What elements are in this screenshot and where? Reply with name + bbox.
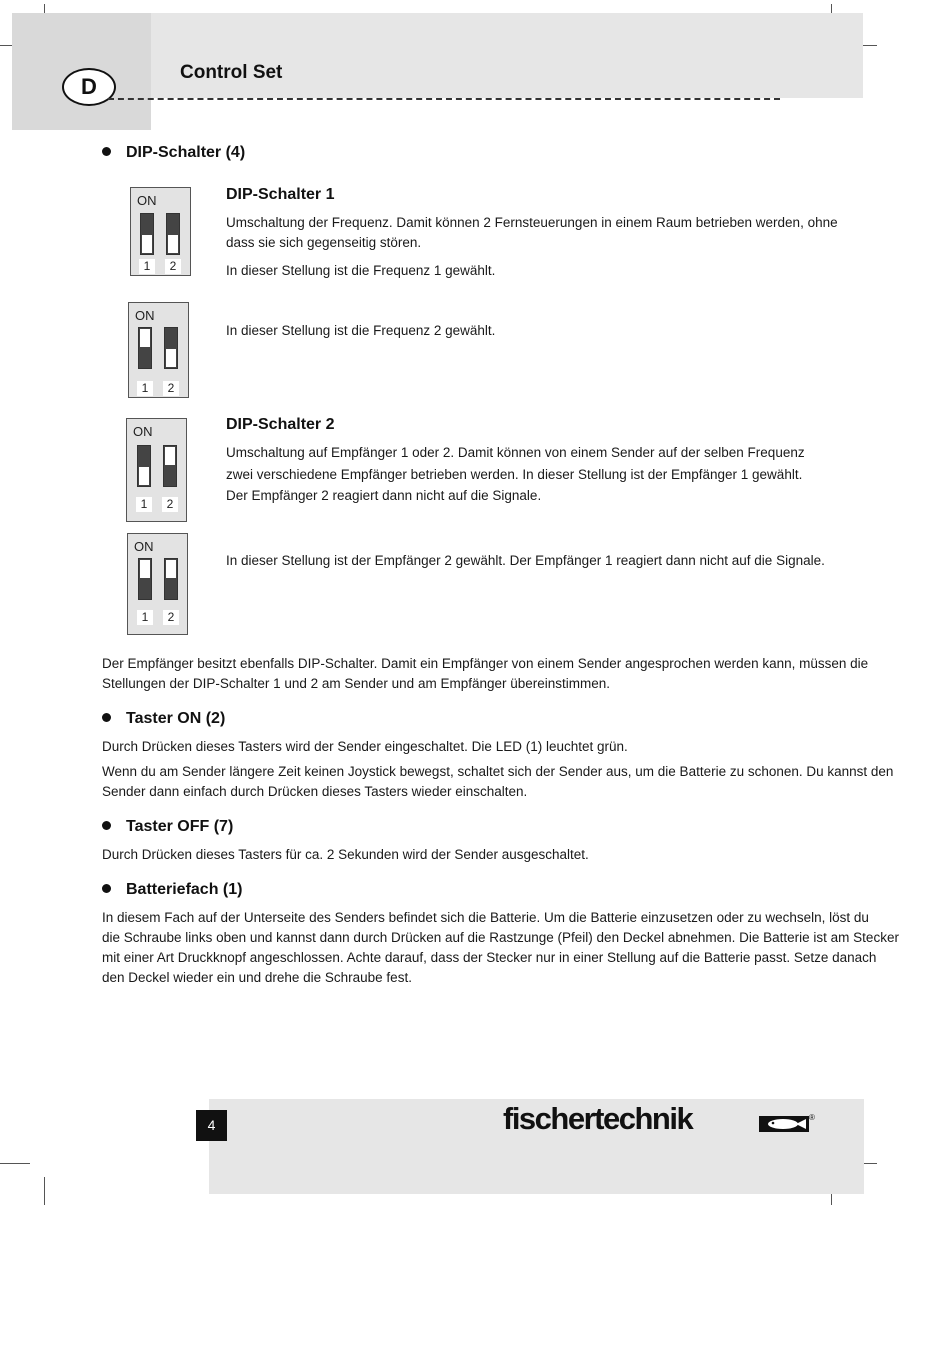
dip-switch-receiver1 [126, 418, 187, 522]
section-heading-dip [102, 144, 245, 162]
taster-on-text2-line2: Sender dann einfach durch Drücken dieses Tasters wieder einschalten. [102, 784, 528, 799]
heading-text: Taster OFF (7) [126, 818, 234, 835]
dip-lever-1 [138, 558, 152, 600]
dip-lever-2 [166, 213, 180, 255]
bullet-icon [102, 884, 111, 893]
bullet-icon [102, 821, 111, 830]
subheading-dip2: DIP-Schalter 2 [226, 416, 335, 433]
dip-number-1: 1 [137, 381, 153, 396]
section-heading-taster-off [102, 818, 233, 836]
dip-number-1: 1 [137, 610, 153, 625]
bullet-icon [102, 147, 111, 156]
dip2-desc-line3: Der Empfänger 2 reagiert dann nicht auf die Signale. [226, 488, 542, 503]
dip-lever-1 [137, 445, 151, 487]
battery-text-line4: den Deckel wieder ein und drehe die Schraube fest. [102, 970, 412, 985]
dip-number-1: 1 [139, 259, 155, 274]
taster-off-text: Durch Drücken dieses Tasters für ca. 2 Sekunden wird der Sender ausgeschaltet. [102, 847, 589, 862]
taster-on-text1: Durch Drücken dieses Tasters wird der Sender eingeschaltet. Die LED (1) leuchtet grün. [102, 739, 628, 754]
dip-footer-line2: Stellungen der DIP-Schalter 1 und 2 am Sender und am Empfänger übereinstimmen. [102, 676, 611, 691]
dip-number-1: 1 [136, 497, 152, 512]
taster-on-text2-line1: Wenn du am Sender längere Zeit keinen Joystick bewegst, schaltet sich der Sender aus, um die Batterie zu schonen. Du kannst den [102, 764, 894, 779]
dip1-desc-line1: Umschaltung der Frequenz. Damit können 2 Fernsteuerungen in einem Raum betrieben werden, ohne [226, 215, 838, 230]
header-dashed-line [108, 98, 780, 100]
page-number: 4 [196, 1110, 227, 1141]
dip1-desc-line2: dass sie sich gegenseitig stören. [226, 235, 422, 250]
dip1-freq2-text: In dieser Stellung ist die Frequenz 2 gewählt. [226, 323, 496, 338]
battery-text-line1: In diesem Fach auf der Unterseite des Senders befindet sich die Batterie. Um die Batterie einzusetzen oder zu wechseln, löst du [102, 910, 869, 925]
dip-lever-1 [138, 327, 152, 369]
dip-switch-freq2 [128, 302, 189, 398]
bullet-icon [102, 713, 111, 722]
dip-number-2: 2 [162, 497, 178, 512]
dip-number-2: 2 [163, 610, 179, 625]
section-heading-taster-on [102, 710, 225, 728]
fish-logo-icon [759, 1116, 809, 1132]
dip-footer-line1: Der Empfänger besitzt ebenfalls DIP-Schalter. Damit ein Empfänger von einem Sender angesprochen werden kann, müssen die [102, 656, 869, 671]
crop-mark [44, 1177, 45, 1205]
dip-number-2: 2 [163, 381, 179, 396]
heading-text: Taster ON (2) [126, 710, 226, 727]
dip-switch-freq1 [130, 187, 191, 276]
dip-lever-1 [140, 213, 154, 255]
dip-switch-receiver2 [127, 533, 188, 635]
dip-on-label: ON [137, 193, 157, 208]
section-heading-battery [102, 881, 242, 899]
heading-text: DIP-Schalter (4) [126, 144, 246, 161]
dip-lever-2 [164, 558, 178, 600]
dip-on-label: ON [135, 308, 155, 323]
dip-lever-2 [163, 445, 177, 487]
dip-number-2: 2 [165, 259, 181, 274]
crop-mark [0, 1163, 30, 1164]
dip2-desc-line2: zwei verschiedene Empfänger betrieben werden. In dieser Stellung ist der Empfänger 1 gewählt. [226, 467, 803, 482]
brand-logo-text: fischertechnik [503, 1101, 693, 1136]
battery-text-line2: die Schraube links oben und kannst dann durch Drücken auf die Rastzunge (Pfeil) den Deckel abnehmen. Die Batterie ist am Stecker [102, 930, 899, 945]
dip-on-label: ON [133, 424, 153, 439]
battery-text-line3: mit einer Art Druckknopf angeschlossen. Achte darauf, dass der Stecker nur in einer Stellung auf die Batterie passt. Setze danach [102, 950, 877, 965]
header-bar [151, 13, 863, 98]
dip-lever-2 [164, 327, 178, 369]
registered-mark: ® [809, 1113, 815, 1122]
page-title: Control Set [180, 62, 283, 83]
dip-on-label: ON [134, 539, 154, 554]
subheading-dip1: DIP-Schalter 1 [226, 186, 335, 203]
language-badge: D [62, 68, 116, 106]
dip2-desc-line1: Umschaltung auf Empfänger 1 oder 2. Damit können von einem Sender auf der selben Frequenz [226, 445, 805, 460]
dip1-freq1-text: In dieser Stellung ist die Frequenz 1 gewählt. [226, 263, 496, 278]
dip2-receiver2-text: In dieser Stellung ist der Empfänger 2 gewählt. Der Empfänger 1 reagiert dann nicht auf die Signale. [226, 553, 825, 568]
heading-text: Batteriefach (1) [126, 881, 243, 898]
